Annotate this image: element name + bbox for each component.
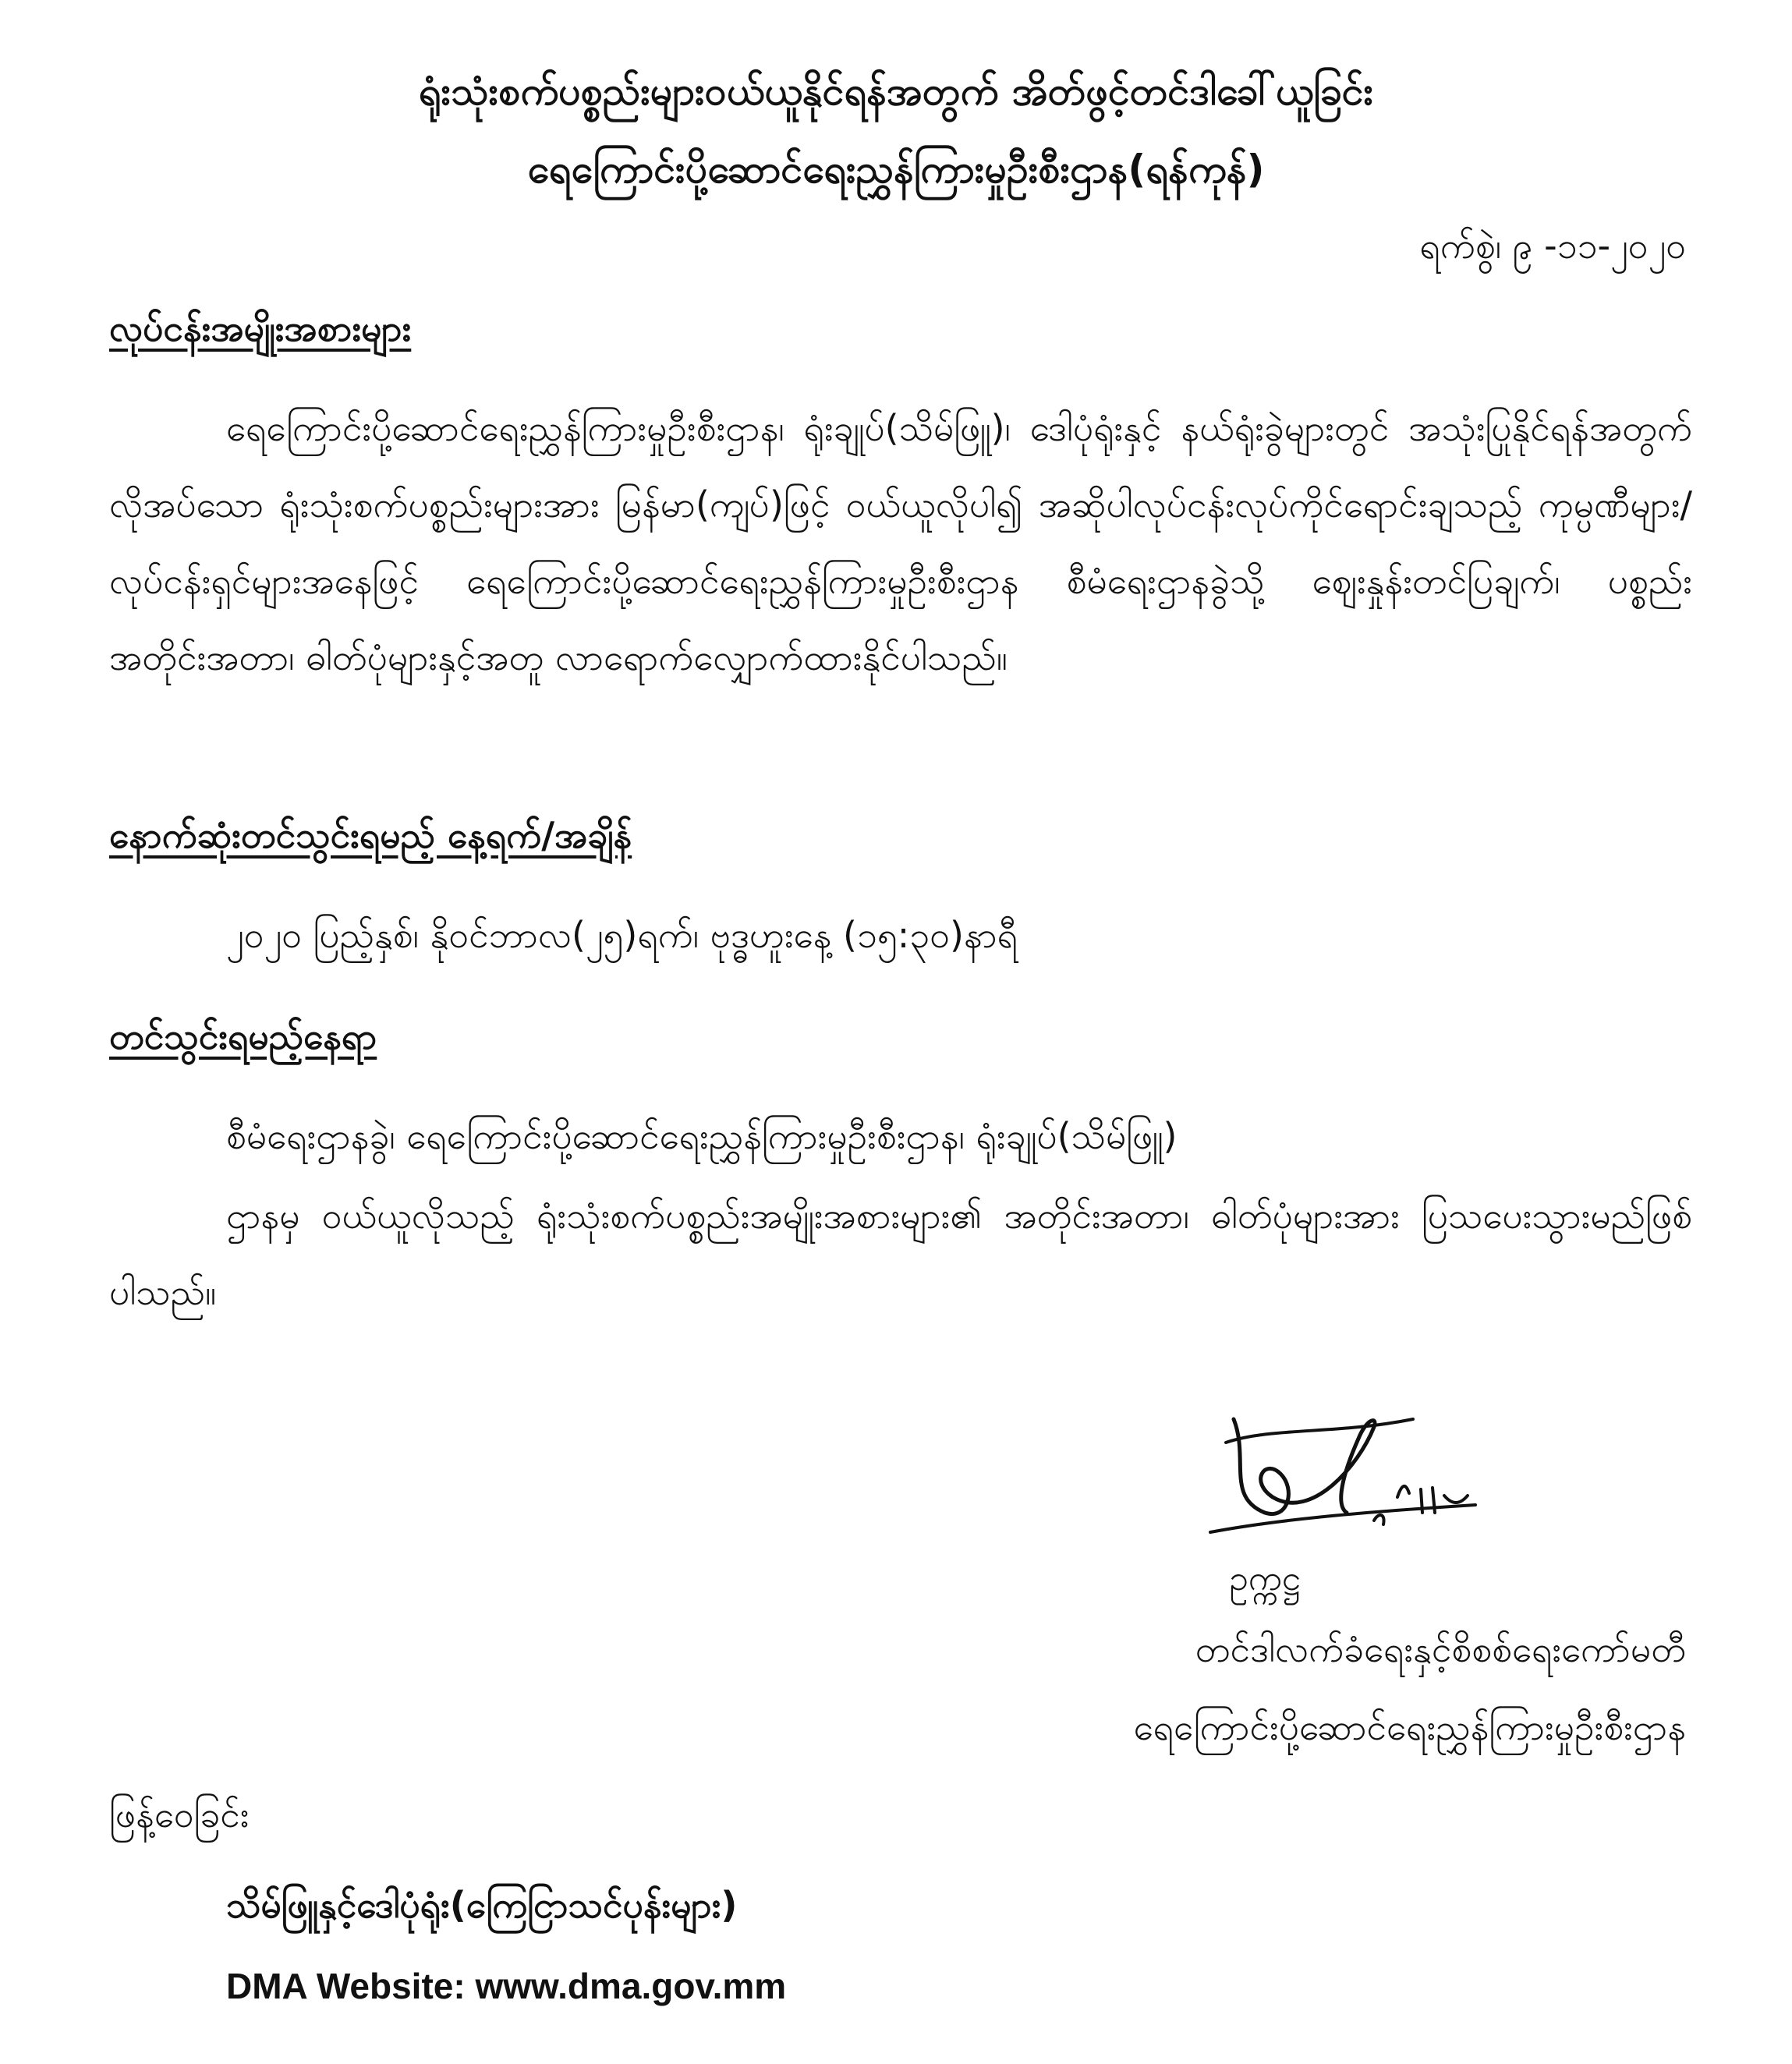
chairperson-label: ဥက္ကဋ္ဌ [1229,1559,1301,1598]
signatory-department: ရေကြောင်းပို့ဆောင်ရေးညွှန်ကြားမှုဦးစီးဌာန [1133,1706,1686,1748]
location-heading: တင်သွင်းရမည့်နေရာ [109,1015,377,1057]
website-text: DMA Website: www.dma.gov.mm [226,1966,787,2006]
document-title: ရုံးသုံးစက်ပစ္စည်းများဝယ်ယူနိုင်ရန်အတွက် အိတ်ဖွင့်တင်ဒါခေါ်ယူခြင်း [418,69,1374,114]
deadline-paragraph: ၂၀၂၀ ပြည့်နှစ်၊ နိုဝင်ဘာလ(၂၅)ရက်၊ ဗုဒ္ဓဟူးနေ့ (၁၅:၃၀)နာရီ [226,914,1018,956]
deadline-heading: နောက်ဆုံးတင်သွင်းရမည့် နေ့ရက်/အချိန် [109,814,632,856]
department-name: ရေကြောင်းပို့ဆောင်ရေးညွှန်ကြားမှုဦးစီးဌာန(ရန်ကုန်) [527,147,1265,192]
business-type-heading: လုပ်ငန်းအမျိုးအစားများ [109,307,412,349]
committee-name: တင်ဒါလက်ခံရေးနှင့်စိစစ်ရေးကော်မတီ [1195,1628,1686,1670]
location-note-paragraph: ဌာနမှ ဝယ်ယူလိုသည့် ရုံးသုံးစက်ပစ္စည်းအမျိုးအစားများ၏ အတိုင်းအတာ၊ ဓါတ်ပုံများအား ပြသပေးသွားမည်ဖြစ်ပါသည်။ [109,1195,1692,1313]
location-paragraph: စီမံရေးဌာနခွဲ၊ ရေကြောင်းပို့ဆောင်ရေးညွှန်ကြားမှုဦးစီးဌာန၊ ရုံးချုပ်(သိမ်ဖြူ) [226,1115,1178,1157]
signature-block [906,1396,1686,1770]
handwritten-signature [1179,1396,1491,1552]
business-type-paragraph: ရေကြောင်းပို့ဆောင်ရေးညွှန်ကြားမှုဦးစီးဌာန၊ ရုံးချုပ်(သိမ်ဖြူ)၊ ဒေါပုံရုံးနှင့် နယ်ရုံးခွဲများတွင် အသုံးပြုနိုင်ရန်အတွက် လိုအပ်သော ရုံးသုံးစက်ပစ္စည်းများအား မြန်မာ(ကျပ်)ဖြင့် ဝယ်ယူလိုပါ၍ အဆိုပါလုပ်ငန်းလုပ်ကိုင်ရောင်းချသည့် ကုမ္ပဏီများ/လုပ်ငန်းရှင်များအနေဖြင့် ရေကြောင်းပို့ဆောင်ရေးညွှန်ကြားမှုဦးစီးဌာန စီမံရေးဌာနခွဲသို့ ဈေးနှုန်းတင်ပြချက်၊ ပစ္စည်းအတိုင်းအတာ၊ ဓါတ်ပုံများနှင့်အတူ လာရောက်လျှောက်ထားနိုင်ပါသည်။ [109,407,1692,678]
document-date: ရက်စွဲ၊ ၉ -၁၁-၂၀၂၀ [1419,225,1686,267]
distribution-item: သိမ်ဖြူနှင့်ဒေါပုံရုံး(ကြေငြာသင်ပုန်းများ) [226,1884,738,1926]
distribution-heading: ဖြန့်ဝေခြင်း [109,1793,250,1836]
